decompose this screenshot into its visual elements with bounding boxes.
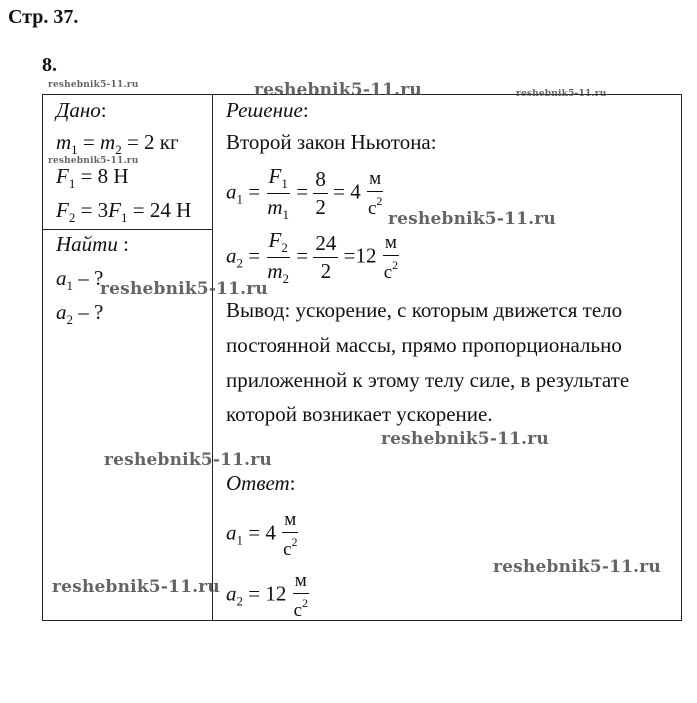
- answer-unit-1: $\frac{м}{с^2}$: [283, 509, 298, 560]
- watermark: reshebnik5-11.ru: [48, 80, 139, 90]
- watermark: reshebnik5-11.ru: [381, 429, 549, 449]
- page-label: Стр. 37.: [8, 6, 79, 28]
- find-item-a1: $a_1$ – ?: [56, 266, 104, 293]
- answer-heading: Ответ:: [226, 471, 296, 495]
- task-number: 8.: [42, 54, 57, 76]
- answer-a1: $a_1 = 4$ $\frac{м}{с^2}$: [226, 509, 298, 560]
- find-item-a2: $a_2$ – ?: [56, 300, 104, 327]
- table-divider-vertical: [212, 94, 213, 621]
- equation-a1: $a_1$ = $\frac{F_1}{m_1}$ = $\frac{8}{2}$ = 4 $\frac{м}{с^2}$: [226, 164, 383, 222]
- watermark: reshebnik5-11.ru: [254, 80, 422, 100]
- table-divider-horizontal: [42, 229, 213, 230]
- watermark: reshebnik5-11.ru: [104, 450, 272, 470]
- watermark: reshebnik5-11.ru: [388, 209, 556, 229]
- solution-heading: Решение:: [226, 98, 309, 122]
- equation-a2: $a_2$ = $\frac{F_2}{m_2}$ = $\frac{24}{2}$ =12 $\frac{м}{с^2}$: [226, 228, 399, 286]
- given-force-2: $F_2 = 3F_1 = 24$ Н: [56, 198, 192, 225]
- watermark: reshebnik5-11.ru: [516, 89, 607, 99]
- watermark: reshebnik5-11.ru: [493, 557, 661, 577]
- conclusion-line-3: приложенной к этому телу силе, в результате: [226, 368, 630, 392]
- conclusion-line-2: постоянной массы, прямо пропорционально: [226, 333, 622, 357]
- watermark: reshebnik5-11.ru: [48, 156, 139, 166]
- given-heading: Дано:: [56, 98, 107, 122]
- watermark: reshebnik5-11.ru: [100, 279, 268, 299]
- watermark: reshebnik5-11.ru: [52, 577, 220, 597]
- newton-law-label: Второй закон Ньютона:: [226, 130, 437, 154]
- fraction-values-1: $\frac{8}{2}$: [315, 167, 326, 219]
- conclusion-line-1: Вывод: ускорение, с которым движется тело: [226, 298, 623, 322]
- answer-a2: $a_2 = 12$ $\frac{м}{с^2}$: [226, 570, 309, 621]
- given-force-1: $F_1 = 8$ Н: [56, 164, 129, 191]
- fraction-force-over-mass-1: $\frac{F_1}{m_1}$: [267, 164, 290, 222]
- fraction-values-2: $\frac{24}{2}$: [315, 231, 337, 283]
- conclusion-line-4: которой возникает ускорение.: [226, 402, 493, 426]
- unit-accel-1: $\frac{м}{с^2}$: [367, 168, 383, 219]
- given-masses: $m_1 = m_2 = 2$ кг: [56, 130, 179, 157]
- fraction-force-over-mass-2: $\frac{F_2}{m_2}$: [267, 228, 290, 286]
- unit-accel-2: $\frac{м}{с^2}$: [383, 232, 399, 283]
- find-heading: Найти :: [56, 232, 129, 256]
- answer-unit-2: $\frac{м}{с^2}$: [293, 570, 309, 621]
